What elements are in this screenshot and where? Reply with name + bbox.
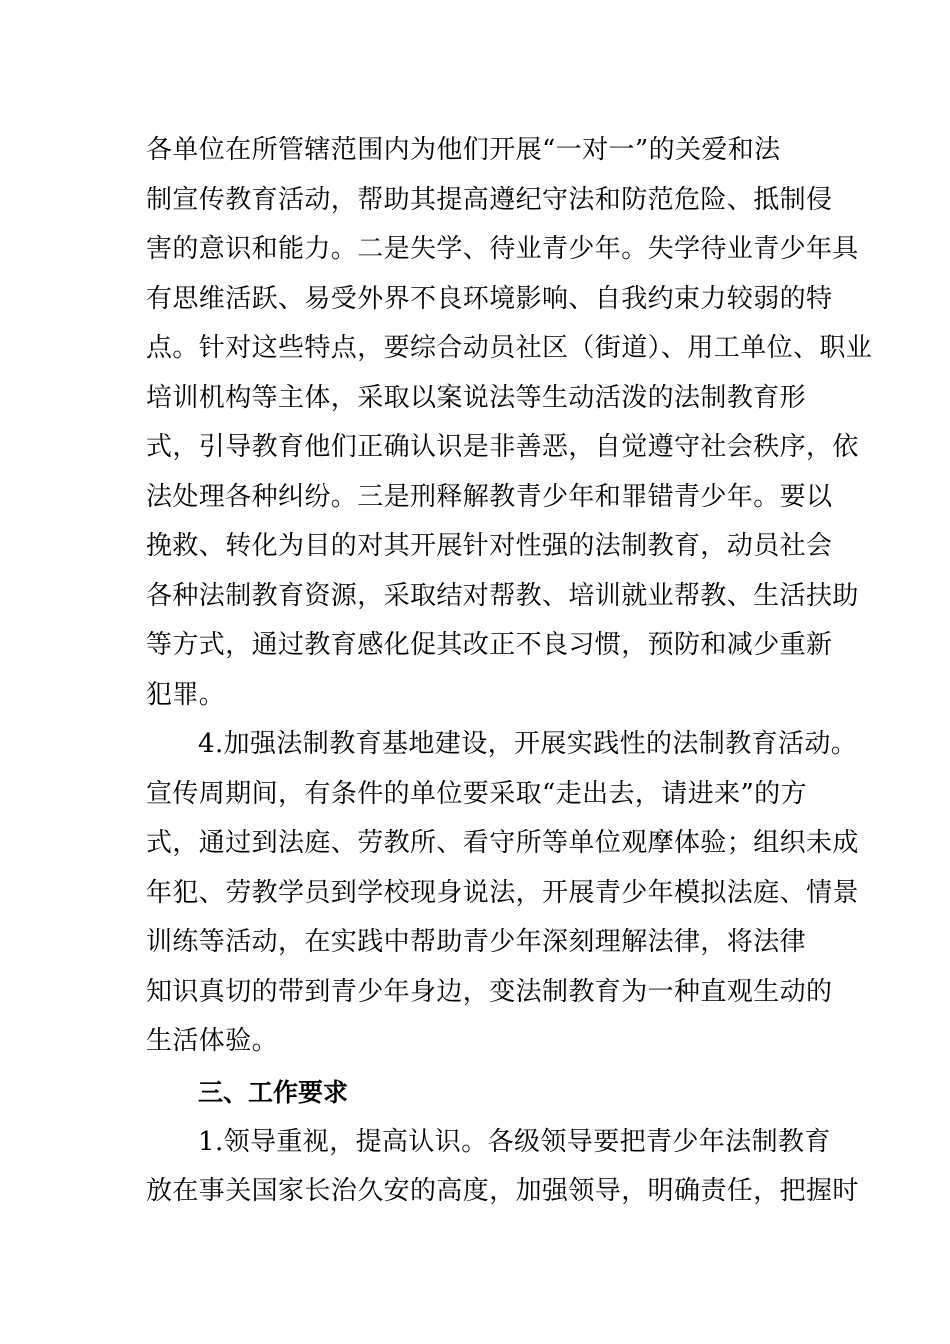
document-body — [146, 126, 873, 1217]
text-line: 各种法制教育资源，采取结对帮教、培训就业帮教、生活扶助 — [146, 580, 859, 611]
text-line: 宣传周期间，有条件的单位要采取“走出去，请进来”的方 — [146, 778, 807, 809]
text-line: 1.领导重视，提高认识。各级领导要把青少年法制教育 — [198, 1126, 831, 1157]
text-line: 各单位在所管辖范围内为他们开展“一对一”的关爱和法 — [146, 135, 781, 165]
text-line: 挽救、转化为目的对其开展针对性强的法制教育，动员社会 — [146, 531, 833, 561]
paragraph-leadership — [146, 1118, 859, 1217]
text-line: 点。针对这些特点，要综合动员社区（街道）、用工单位、职业 — [146, 333, 873, 363]
text-line: 式，引导教育他们正确认识是非善恶，自觉遵守社会秩序，依 — [146, 432, 859, 462]
text-line: 害的意识和能力。二是失学、待业青少年。失学待业青少年具 — [146, 234, 859, 264]
paragraph-target-groups — [146, 126, 873, 720]
text-line: 放在事关国家长治久安的高度，加强领导，明确责任，把握时 — [146, 1176, 859, 1206]
text-line: 生活体验。 — [146, 1026, 279, 1056]
paragraph-education-base — [146, 720, 859, 1067]
text-line: 法处理各种纠纷。三是刑释解教青少年和罪错青少年。要以 — [146, 481, 833, 512]
text-line: 训练等活动，在实践中帮助青少年深刻理解法律，将法律 — [146, 927, 807, 957]
text-line: 制宣传教育活动，帮助其提高遵纪守法和防范危险、抵制侵 — [146, 184, 833, 215]
text-line: 等方式，通过教育感化促其改正不良习惯，预防和减少重新 — [146, 630, 833, 660]
text-line: 式，通过到法庭、劳教所、看守所等单位观摩体验；组织未成 — [146, 828, 859, 858]
section-heading: 三、工作要求 — [198, 1077, 349, 1107]
text-line: 年犯、劳教学员到学校现身说法，开展青少年模拟法庭、情景 — [146, 877, 859, 908]
text-line: 犯罪。 — [146, 679, 226, 710]
text-line: 知识真切的带到青少年身边，变法制教育为一种直观生动的 — [146, 976, 833, 1007]
text-line: 培训机构等主体，采取以案说法等生动活泼的法制教育形 — [146, 382, 807, 413]
text-line: 4.加强法制教育基地建设，开展实践性的法制教育活动。 — [198, 729, 858, 759]
text-line: 有思维活跃、易受外界不良环境影响、自我约束力较弱的特 — [146, 283, 833, 314]
